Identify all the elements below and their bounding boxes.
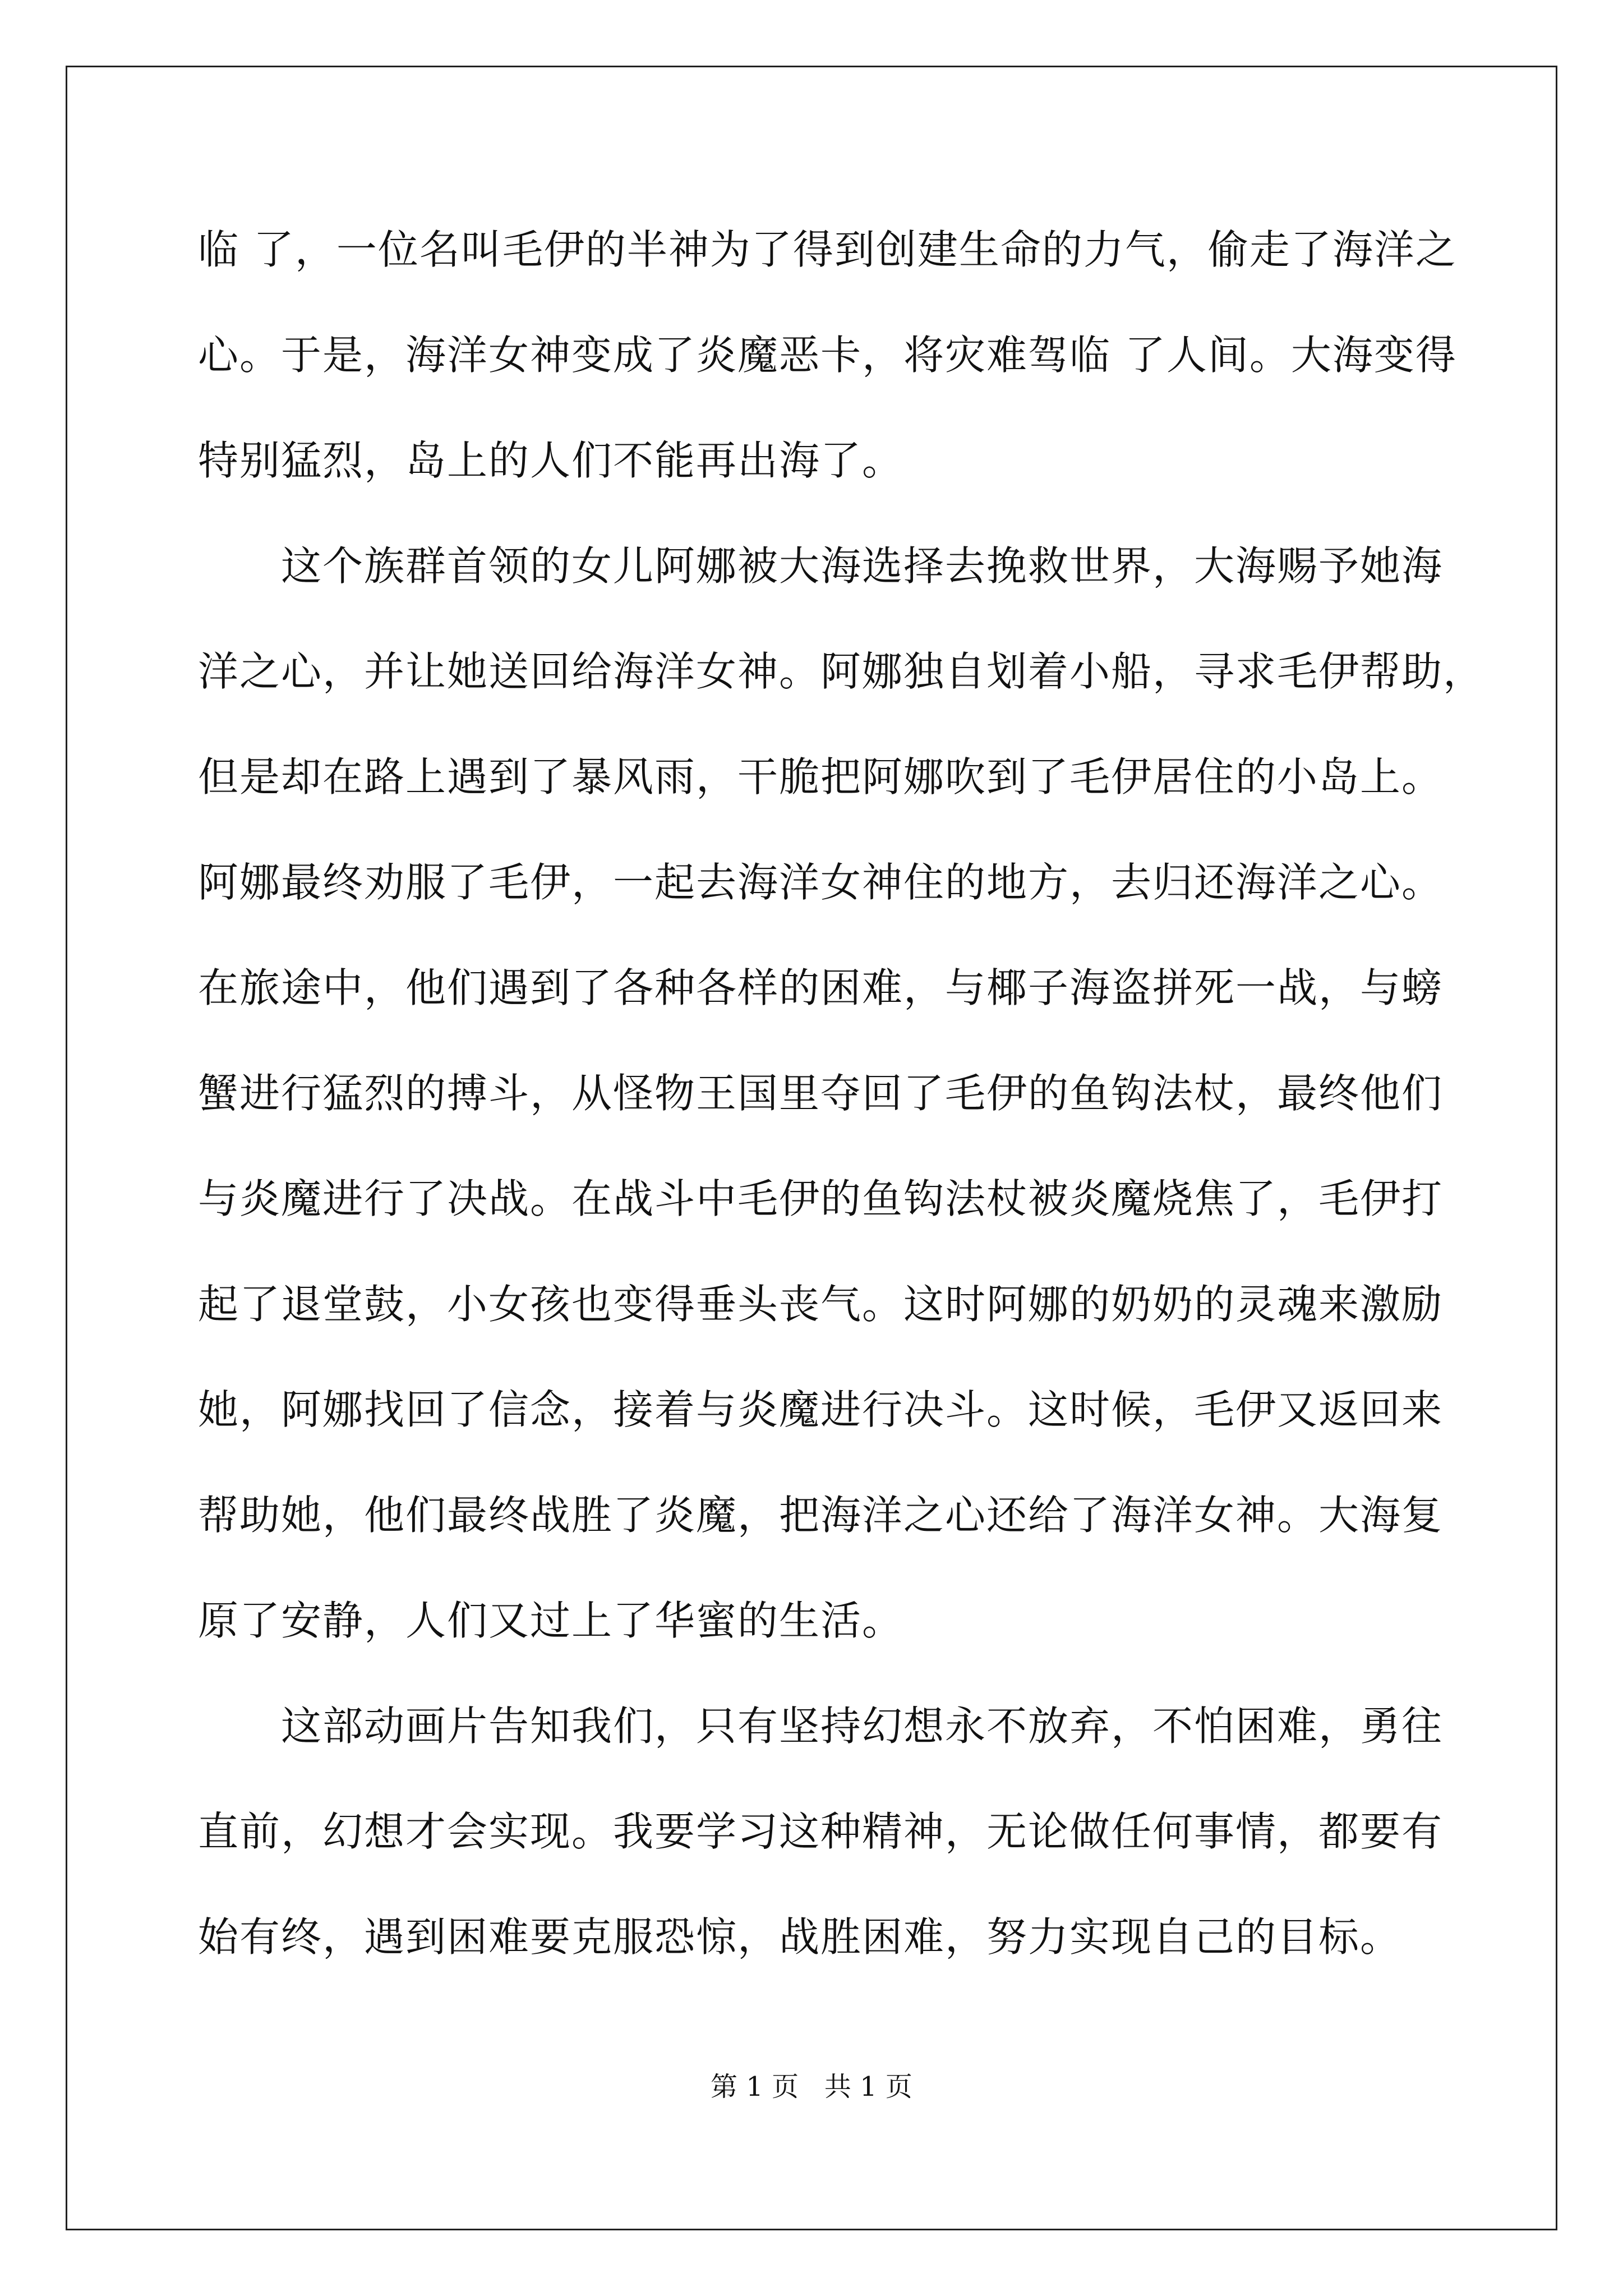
text-line: 与炎魔进行了决战。在战斗中毛伊的鱼钩法杖被炎魔烧焦了，毛伊打 (198, 1175, 1444, 1222)
text-line: 特别猛烈，岛上的人们不能再出海了。 (198, 437, 904, 484)
text-line: 洋之心，并让她送回给海洋女神。阿娜独自划着小船，寻求毛伊帮助， (198, 648, 1485, 695)
text-line: 在旅途中，他们遇到了各种各样的困难，与椰子海盗拼死一战，与螃 (198, 964, 1444, 1011)
text-line: 临 了，一位名叫毛伊的半神为了得到创建生命的力气，偷走了海洋之 (198, 226, 1457, 273)
text-line: 直前，幻想才会实现。我要学习这种精神，无论做任何事情，都要有 (198, 1808, 1444, 1855)
page-footer: 第 1 页 共 1 页 (711, 2071, 912, 2102)
text-line: 原了安静，人们又过上了华蜜的生活。 (198, 1597, 904, 1644)
text-line: 阿娜最终劝服了毛伊，一起去海洋女神住的地方，去归还海洋之心。 (198, 859, 1444, 906)
text-line: 起了退堂鼓，小女孩也变得垂头丧气。这时阿娜的奶奶的灵魂来激励 (198, 1281, 1444, 1328)
paragraph-start-line: 这个族群首领的女儿阿娜被大海选择去挽救世界，大海赐予她海 (281, 542, 1444, 590)
text-line: 蟹进行猛烈的搏斗，从怪物王国里夺回了毛伊的鱼钩法杖，最终他们 (198, 1070, 1444, 1117)
text-line: 始有终，遇到困难要克服恐惊，战胜困难，努力实现自己的目标。 (198, 1913, 1402, 1961)
text-line: 帮助她，他们最终战胜了炎魔，把海洋之心还给了海洋女神。大海复 (198, 1492, 1444, 1539)
paragraph-start-line: 这部动画片告知我们，只有坚持幻想永不放弃，不怕困难，勇往 (281, 1703, 1444, 1750)
text-line: 心。于是，海洋女神变成了炎魔恶卡，将灾难驾临 了人间。大海变得 (198, 332, 1457, 379)
text-line: 但是却在路上遇到了暴风雨，干脆把阿娜吹到了毛伊居住的小岛上。 (198, 753, 1444, 800)
document-body (198, 208, 1485, 2000)
text-line: 她，阿娜找回了信念，接着与炎魔进行决斗。这时候，毛伊又返回来 (198, 1386, 1444, 1433)
